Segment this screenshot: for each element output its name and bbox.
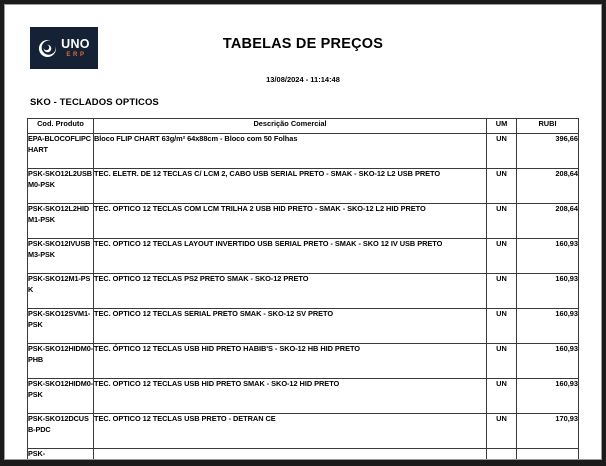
cell-price <box>517 449 579 461</box>
cell-product-code: PSK-SKO12DCUSB-PDC <box>28 414 94 449</box>
cell-description: TEC. OPTICO 12 TECLAS USB HID PRETO SMAK - SKO-12 HID PRETO <box>94 379 487 414</box>
column-header-code: Cod. Produto <box>28 119 94 134</box>
cell-price: 170,93 <box>517 414 579 449</box>
brand-name: UNO <box>61 37 90 51</box>
table-row[interactable] <box>28 239 579 274</box>
column-header-price: RUBI <box>517 119 579 134</box>
cell-product-code: PSK-SKO12HIDM0-PHB <box>28 344 94 379</box>
brand-subtitle: ERP <box>66 52 87 58</box>
column-header-description: Descrição Comercial <box>94 119 487 134</box>
cell-price: 160,93 <box>517 309 579 344</box>
cell-product-code: PSK-SKO12HIDM0-PSK <box>28 379 94 414</box>
cell-um: UN <box>487 344 517 379</box>
price-table <box>27 118 579 460</box>
cell-price: 160,93 <box>517 344 579 379</box>
table-row[interactable] <box>28 379 579 414</box>
cell-product-code: PSK-SKO12SVM1-PSK <box>28 309 94 344</box>
cell-description: TEC. OPTICO 12 TECLAS COM LCM TRILHA 2 USB HID PRETO - SMAK - SKO-12 L2 HID PRETO <box>94 204 487 239</box>
table-body <box>28 134 579 461</box>
table-header <box>28 119 579 134</box>
table-row[interactable] <box>28 344 579 379</box>
cell-description: TEC. OPTICO 12 TECLAS PS2 PRETO SMAK - SKO-12 PRETO <box>94 274 487 309</box>
cell-product-code: PSK- <box>28 449 94 461</box>
cell-um: UN <box>487 309 517 344</box>
table-row[interactable] <box>28 204 579 239</box>
page-title: TABELAS DE PREÇOS <box>222 36 384 52</box>
cell-price: 396,66 <box>517 134 579 169</box>
cell-description: TEC. OPTICO 12 TECLAS SERIAL PRETO SMAK - SKO-12 SV PRETO <box>94 309 487 344</box>
cell-price: 208,64 <box>517 169 579 204</box>
cell-description: TEC. OPTICO 12 TECLAS LAYOUT INVERTIDO USB SERIAL PRETO - SMAK - SKO 12 IV USB PRETO <box>94 239 487 274</box>
table-row[interactable] <box>28 309 579 344</box>
cell-product-code: EPA-BLOCOFLIPCHART <box>28 134 94 169</box>
cell-product-code: PSK-SKO12L2USBM0-PSK <box>28 169 94 204</box>
document-timestamp: 13/08/2024 - 11:14:48 <box>266 75 340 84</box>
cell-product-code: PSK-SKO12IVUSBM3-PSK <box>28 239 94 274</box>
table-row[interactable] <box>28 449 579 461</box>
cell-um: UN <box>487 239 517 274</box>
cell-description: TEC. OPTICO 12 TECLAS USB PRETO - DETRAN CE <box>94 414 487 449</box>
cell-price: 160,93 <box>517 274 579 309</box>
table-row[interactable] <box>28 134 579 169</box>
cell-um: UN <box>487 379 517 414</box>
column-header-um: UM <box>487 119 517 134</box>
cell-description: Bloco FLIP CHART 63g/m² 64x88cm - Bloco com 50 Folhas <box>94 134 487 169</box>
cell-product-code: PSK-SKO12M1-PSK <box>28 274 94 309</box>
table-row[interactable] <box>28 169 579 204</box>
cell-um <box>487 449 517 461</box>
table-row[interactable] <box>28 414 579 449</box>
table-header-row <box>28 119 579 134</box>
document-page <box>4 4 602 460</box>
cell-description: TEC. ELETR. DE 12 TECLAS C/ LCM 2, CABO USB SERIAL PRETO - SMAK - SKO-12 L2 USB PRETO <box>94 169 487 204</box>
price-table-container <box>27 118 579 460</box>
cell-um: UN <box>487 414 517 449</box>
cell-description: TEC. ÓPTICO 12 TECLAS USB HID PRETO HABIB'S - SKO-12 HB HID PRETO <box>94 344 487 379</box>
cell-price: 160,93 <box>517 379 579 414</box>
cell-product-code: PSK-SKO12L2HIDM1-PSK <box>28 204 94 239</box>
section-title: SKO - TECLADOS OPTICOS <box>30 97 159 108</box>
cell-um: UN <box>487 204 517 239</box>
table-row[interactable] <box>28 274 579 309</box>
cell-um: UN <box>487 134 517 169</box>
cell-um: UN <box>487 274 517 309</box>
cell-price: 208,64 <box>517 204 579 239</box>
cell-um: UN <box>487 169 517 204</box>
cell-price: 160,93 <box>517 239 579 274</box>
cell-description <box>94 449 487 461</box>
document-header <box>5 5 601 108</box>
